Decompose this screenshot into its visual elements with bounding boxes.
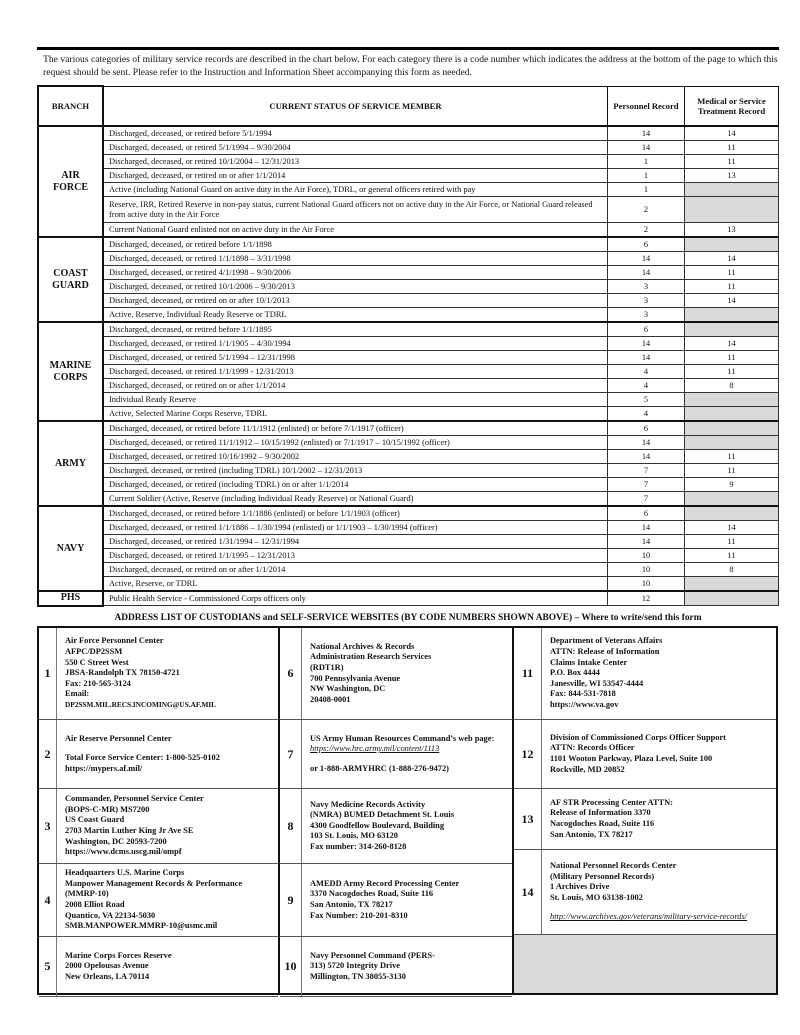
address-entry — [280, 789, 512, 864]
address-line: SMB.MANPOWER.MMRP-10@usmc.mil — [65, 921, 218, 931]
address-line: 313) 5720 Integrity Drive — [310, 961, 401, 971]
address-line: National Personnel Records Center — [550, 861, 677, 871]
address-code: 13 — [514, 789, 542, 849]
personnel-code: 7 — [608, 478, 685, 492]
medical-code: 11 — [685, 535, 779, 549]
medical-code — [685, 421, 779, 436]
personnel-code: 2 — [608, 223, 685, 238]
address-code: 3 — [39, 789, 57, 863]
personnel-code: 14 — [608, 141, 685, 155]
status-cell: Discharged, deceased, or retired on or after 10/1/2013 — [103, 294, 608, 308]
medical-code: 11 — [685, 266, 779, 280]
address-text — [542, 628, 776, 719]
address-line: AFPC/DP2SSM — [65, 647, 123, 657]
status-cell: Public Health Service - Commissioned Corps officers only — [103, 591, 608, 606]
personnel-code: 2 — [608, 197, 685, 223]
address-code: 11 — [514, 628, 542, 719]
address-line: DP2SSM.MIL.RECS.INCOMING@US.AF.MIL — [65, 699, 217, 709]
personnel-code: 5 — [608, 393, 685, 407]
table-row — [38, 365, 779, 379]
status-cell: Discharged, deceased, or retired 1/1/1995 – 12/31/2013 — [103, 549, 608, 563]
address-line: National Archives & Records — [310, 641, 415, 651]
top-rule — [37, 47, 779, 50]
status-cell: Discharged, deceased, or retired before 5/1/1994 — [103, 126, 608, 141]
medical-code — [685, 591, 779, 606]
status-cell: Individual Ready Reserve — [103, 393, 608, 407]
address-text — [302, 628, 512, 719]
table-row — [38, 280, 779, 294]
personnel-code: 14 — [608, 521, 685, 535]
medical-code — [685, 197, 779, 223]
medical-code: 14 — [685, 126, 779, 141]
branch-name: ARMY — [54, 457, 87, 469]
address-line: (Military Personnel Records) — [550, 871, 655, 881]
address-line: 550 C Street West — [65, 657, 129, 667]
address-entry — [280, 628, 512, 720]
address-line: Marine Corps Forces Reserve — [65, 950, 172, 960]
table-row — [38, 155, 779, 169]
status-cell: Discharged, deceased, or retired on or after 1/1/2014 — [103, 563, 608, 577]
address-line: JBSA-Randolph TX 78150-4721 — [65, 668, 180, 678]
medical-code: 11 — [685, 464, 779, 478]
branch-cell — [38, 322, 103, 421]
address-line: Millington, TN 38055-3130 — [310, 971, 406, 981]
branch-name: MARINE — [49, 359, 92, 371]
personnel-code: 10 — [608, 549, 685, 563]
table-row — [38, 379, 779, 393]
address-line: https://www.dcms.uscg.mil/ompf — [65, 847, 182, 857]
address-line: (NMRA) BUMED Detachment St. Louis — [310, 810, 454, 820]
status-cell: Discharged, deceased, or retired 4/1/1998 – 9/30/2006 — [103, 266, 608, 280]
address-text — [302, 720, 512, 788]
address-entry — [39, 628, 278, 720]
table-row — [38, 223, 779, 238]
address-line: 700 Pennsylvania Avenue — [310, 673, 401, 683]
branch-cell — [38, 126, 103, 237]
address-code: 8 — [280, 789, 302, 863]
table-row — [38, 492, 779, 507]
medical-code: 11 — [685, 450, 779, 464]
address-list — [37, 626, 778, 995]
medical-code: 13 — [685, 169, 779, 183]
table-row — [38, 169, 779, 183]
address-line: 4300 Goodfellow Boulevard, Building — [310, 820, 445, 830]
medical-code — [685, 407, 779, 422]
address-line: AF STR Processing Center ATTN: — [550, 797, 673, 807]
address-text — [542, 850, 776, 934]
address-entry — [514, 789, 776, 850]
medical-code — [685, 183, 779, 197]
address-line: Division of Commissioned Corps Officer Support — [550, 732, 726, 742]
status-cell: Discharged, deceased, or retired 10/1/2006 – 9/30/2013 — [103, 280, 608, 294]
table-row — [38, 478, 779, 492]
address-line: Department of Veterans Affairs — [550, 636, 663, 646]
medical-code — [685, 322, 779, 337]
table-row — [38, 506, 779, 521]
status-cell: Active (including National Guard on active duty in the Air Force), TDRL, or general officers retired with pay — [103, 183, 608, 197]
table-row — [38, 393, 779, 407]
address-entry — [39, 937, 278, 997]
address-line: Fax Number: 210-201-8310 — [310, 910, 408, 920]
status-cell: Current Soldier (Active, Reserve (including Individual Ready Reserve) or National Guard) — [103, 492, 608, 507]
branch-name: CORPS — [53, 371, 88, 383]
personnel-code: 14 — [608, 436, 685, 450]
table-row — [38, 549, 779, 563]
header-branch: BRANCH — [38, 86, 103, 126]
personnel-code: 7 — [608, 464, 685, 478]
address-link[interactable]: http://www.archives.gov/veterans/military-service-records/ — [550, 912, 748, 922]
table-row — [38, 563, 779, 577]
personnel-code: 7 — [608, 492, 685, 507]
personnel-code: 6 — [608, 421, 685, 436]
branch-cell — [38, 421, 103, 506]
status-cell: Discharged, deceased, or retired before 1/1/1886 (enlisted) or before 1/1/1903 (officer) — [103, 506, 608, 521]
branch-name: GUARD — [52, 279, 89, 291]
address-line: NW Washington, DC — [310, 684, 386, 694]
personnel-code: 1 — [608, 169, 685, 183]
address-line: 2000 Opelousas Avenue — [65, 961, 149, 971]
address-list-title: ADDRESS LIST OF CUSTODIANS and SELF-SERVICE WEBSITES (BY CODE NUMBERS SHOWN ABOVE) – Where to write/send this form — [114, 613, 702, 623]
medical-code — [685, 237, 779, 252]
table-row — [38, 141, 779, 155]
medical-code: 9 — [685, 478, 779, 492]
table-row — [38, 183, 779, 197]
personnel-code: 14 — [608, 266, 685, 280]
address-text — [302, 864, 512, 936]
personnel-code: 14 — [608, 450, 685, 464]
personnel-code: 4 — [608, 379, 685, 393]
medical-code: 13 — [685, 223, 779, 238]
medical-code: 8 — [685, 563, 779, 577]
address-entry — [514, 628, 776, 720]
personnel-code: 14 — [608, 337, 685, 351]
medical-code: 11 — [685, 280, 779, 294]
address-line: (BOPS-C-MR) MS7200 — [65, 804, 150, 814]
status-cell: Discharged, deceased, or retired 1/1/1898 – 3/31/1998 — [103, 252, 608, 266]
address-line: (MMRP-10) — [65, 889, 109, 899]
personnel-code: 6 — [608, 322, 685, 337]
personnel-code: 4 — [608, 365, 685, 379]
address-code: 1 — [39, 628, 57, 719]
status-cell: Discharged, deceased, or retired 1/31/1994 – 12/31/1994 — [103, 535, 608, 549]
address-text — [57, 937, 278, 996]
personnel-code: 1 — [608, 155, 685, 169]
address-link[interactable]: https://www.hrc.army.mil/content/1113 — [310, 744, 440, 754]
address-line: AMEDD Army Record Processing Center — [310, 878, 460, 888]
address-line: Air Force Personnel Center — [65, 636, 164, 646]
address-code: 7 — [280, 720, 302, 788]
address-line: 1101 Wooton Parkway, Plaza Level, Suite 100 — [550, 754, 713, 763]
address-line: ATTN: Records Officer — [550, 743, 635, 753]
medical-code: 8 — [685, 379, 779, 393]
address-line: 103 St. Louis, MO 63120 — [310, 831, 398, 841]
address-entry — [39, 720, 278, 789]
address-line: San Antonio, TX 78217 — [550, 829, 633, 839]
medical-code: 14 — [685, 252, 779, 266]
table-row — [38, 577, 779, 592]
personnel-code: 3 — [608, 294, 685, 308]
address-entry — [280, 937, 512, 997]
status-cell: Current National Guard enlisted not on active duty in the Air Force — [103, 223, 608, 238]
status-cell: Discharged, deceased, or retired 5/1/1994 – 12/31/1998 — [103, 351, 608, 365]
table-row — [38, 450, 779, 464]
status-cell: Discharged, deceased, or retired 10/16/1992 – 9/30/2002 — [103, 450, 608, 464]
personnel-code: 6 — [608, 237, 685, 252]
address-code: 5 — [39, 937, 57, 996]
address-line: Rockville, MD 20852 — [550, 764, 625, 774]
table-row — [38, 521, 779, 535]
address-line: Administration Research Services — [310, 652, 432, 662]
address-line: Nacogdoches Road, Suite 116 — [550, 819, 655, 828]
medical-code: 11 — [685, 141, 779, 155]
branch-cell — [38, 506, 103, 591]
header-medical: Medical or Service Treatment Record — [685, 86, 779, 126]
status-cell: Discharged, deceased, or retired 11/1/1912 – 10/15/1992 (enlisted) or 7/1/1917 – 10/15/1992 (officer) — [103, 436, 608, 450]
table-row — [38, 464, 779, 478]
address-line: Headquarters U.S. Marine Corps — [65, 868, 185, 878]
personnel-code: 14 — [608, 351, 685, 365]
address-code: 14 — [514, 850, 542, 934]
address-line: Manpower Management Records & Performance — [65, 878, 243, 888]
address-code: 4 — [39, 864, 57, 936]
address-line: US Army Human Resources Command’s web page: — [310, 733, 495, 743]
address-line: Navy Medicine Records Activity — [310, 799, 426, 809]
status-cell: Discharged, deceased, or retired 5/1/1994 – 9/30/2004 — [103, 141, 608, 155]
status-cell: Active, Reserve, Individual Ready Reserve or TDRL — [103, 308, 608, 323]
table-row — [38, 591, 779, 606]
status-cell: Discharged, deceased, or retired before 1/1/1898 — [103, 237, 608, 252]
header-personnel: Personnel Record — [608, 86, 685, 126]
table-row — [38, 337, 779, 351]
address-line: 1 Archives Drive — [550, 882, 610, 892]
status-cell: Discharged, deceased, or retired 1/1/1886 – 1/30/1994 (enlisted) or 1/1/1903 – 1/30/1994 (officer) — [103, 521, 608, 535]
address-line: Janesville, WI 53547-4444 — [550, 678, 644, 688]
personnel-code: 6 — [608, 506, 685, 521]
address-line: 20408-0001 — [310, 694, 351, 704]
table-row — [38, 126, 779, 141]
personnel-code: 4 — [608, 407, 685, 422]
personnel-code: 14 — [608, 126, 685, 141]
medical-code — [685, 506, 779, 521]
branch-cell — [38, 237, 103, 322]
medical-code: 14 — [685, 294, 779, 308]
status-cell: Reserve, IRR, Retired Reserve in non-pay status, current National Guard officers not on active duty in the Air Force, or National Guard released from active duty in the Air Force — [103, 197, 608, 223]
address-line: Quantico, VA 22134-5030 — [65, 910, 156, 920]
personnel-code: 14 — [608, 535, 685, 549]
address-line: Email: — [65, 689, 90, 699]
address-text — [542, 789, 776, 849]
branch-name: NAVY — [56, 542, 85, 554]
intro-text: The various categories of military service records are described in the chart below. For each category there is a code number which indicates the address at the bottom of the page to which this request should be sent. Please refer to the Instruction and Information Sheet accompanying this form as needed. — [43, 54, 778, 78]
address-line: P.O. Box 4444 — [550, 668, 600, 678]
address-code: 12 — [514, 720, 542, 788]
table-row — [38, 421, 779, 436]
address-line: https://mypers.af.mil/ — [65, 763, 143, 773]
address-code: 9 — [280, 864, 302, 936]
address-text — [302, 789, 512, 863]
personnel-code: 1 — [608, 183, 685, 197]
address-line: Washington, DC 20593-7200 — [65, 836, 167, 846]
medical-code: 14 — [685, 337, 779, 351]
status-cell: Active, Selected Marine Corps Reserve, TDRL — [103, 407, 608, 422]
address-entry — [39, 864, 278, 937]
address-line: Fax: 844-531-7818 — [550, 689, 616, 699]
empty-gray-cell — [514, 935, 776, 993]
address-code: 2 — [39, 720, 57, 788]
personnel-code: 12 — [608, 591, 685, 606]
medical-code: 11 — [685, 549, 779, 563]
address-line: Release of Information 3370 — [550, 808, 651, 818]
medical-code — [685, 308, 779, 323]
medical-code: 11 — [685, 365, 779, 379]
personnel-code: 14 — [608, 252, 685, 266]
table-row — [38, 252, 779, 266]
address-line: 2008 Elliot Road — [65, 900, 125, 909]
address-line: US Coast Guard — [65, 815, 125, 825]
status-cell: Discharged, deceased, or retired (including TDRL) on or after 1/1/2014 — [103, 478, 608, 492]
medical-code — [685, 492, 779, 507]
table-row — [38, 436, 779, 450]
address-line: (RDT1R) — [310, 662, 344, 672]
medical-code — [685, 436, 779, 450]
address-line: New Orleans, LA 70114 — [65, 971, 150, 981]
address-text — [302, 937, 512, 996]
status-cell: Discharged, deceased, or retired 10/1/2004 – 12/31/2013 — [103, 155, 608, 169]
address-line: San Antonio, TX 78217 — [310, 900, 393, 909]
status-cell: Discharged, deceased, or retired on or after 1/1/2014 — [103, 379, 608, 393]
table-row — [38, 308, 779, 323]
personnel-code: 3 — [608, 308, 685, 323]
medical-code: 11 — [685, 351, 779, 365]
address-line: ATTN: Release of Information — [550, 647, 660, 657]
table-row — [38, 294, 779, 308]
table-row — [38, 351, 779, 365]
address-line: or 1-888-ARMYHRC (1-888-276-9472) — [310, 763, 449, 773]
address-entry — [39, 789, 278, 864]
branch-name: AIR — [61, 169, 80, 181]
status-cell: Discharged, deceased, or retired 1/1/1999 - 12/31/2013 — [103, 365, 608, 379]
address-entry — [514, 720, 776, 789]
address-line: Total Force Service Center: 1-800-525-0102 — [65, 753, 220, 763]
personnel-code: 3 — [608, 280, 685, 294]
records-category-table — [37, 85, 779, 607]
medical-code — [685, 577, 779, 592]
medical-code: 14 — [685, 521, 779, 535]
address-code: 6 — [280, 628, 302, 719]
address-line: 3370 Nacogdoches Road, Suite 116 — [310, 889, 434, 899]
table-row — [38, 237, 779, 252]
address-line: Navy Personnel Command (PERS- — [310, 950, 435, 960]
table-row — [38, 266, 779, 280]
address-line: Claims Intake Center — [550, 657, 628, 667]
table-row — [38, 535, 779, 549]
status-cell: Discharged, deceased, or retired 1/1/1905 – 4/30/1994 — [103, 337, 608, 351]
address-line: Commander, Personnel Service Center — [65, 794, 204, 804]
status-cell: Active, Reserve, or TDRL — [103, 577, 608, 592]
address-entry — [514, 850, 776, 935]
address-text — [57, 628, 278, 719]
table-row — [38, 197, 779, 223]
status-cell: Discharged, deceased, or retired before 1/1/1895 — [103, 322, 608, 337]
address-text — [57, 864, 278, 936]
address-text — [542, 720, 776, 788]
medical-code — [685, 393, 779, 407]
address-line: https://www.va.gov — [550, 699, 619, 709]
header-status: CURRENT STATUS OF SERVICE MEMBER — [103, 86, 608, 126]
personnel-code: 10 — [608, 563, 685, 577]
medical-code: 11 — [685, 155, 779, 169]
personnel-code: 10 — [608, 577, 685, 592]
table-row — [38, 407, 779, 422]
status-cell: Discharged, deceased, or retired (including TDRL) 10/1/2002 – 12/31/2013 — [103, 464, 608, 478]
branch-name: FORCE — [53, 181, 88, 193]
branch-name: PHS — [60, 592, 81, 604]
status-cell: Discharged, deceased, or retired on or after 1/1/2014 — [103, 169, 608, 183]
address-line: St. Louis, MO 63138-1002 — [550, 892, 643, 902]
address-entry — [280, 864, 512, 937]
address-text — [57, 789, 278, 863]
address-line: 2703 Martin Luther King Jr Ave SE — [65, 826, 194, 835]
address-line: Fax: 210-565-3124 — [65, 678, 131, 688]
branch-cell — [38, 591, 103, 606]
address-line: Fax number: 314-260-8128 — [310, 841, 407, 851]
table-row — [38, 322, 779, 337]
address-code: 10 — [280, 937, 302, 996]
address-text — [57, 720, 278, 788]
branch-name: COAST — [53, 267, 88, 279]
address-entry — [280, 720, 512, 789]
status-cell: Discharged, deceased, or retired before 11/1/1912 (enlisted) or before 7/1/1917 (officer) — [103, 421, 608, 436]
address-line: Air Reserve Personnel Center — [65, 733, 172, 743]
